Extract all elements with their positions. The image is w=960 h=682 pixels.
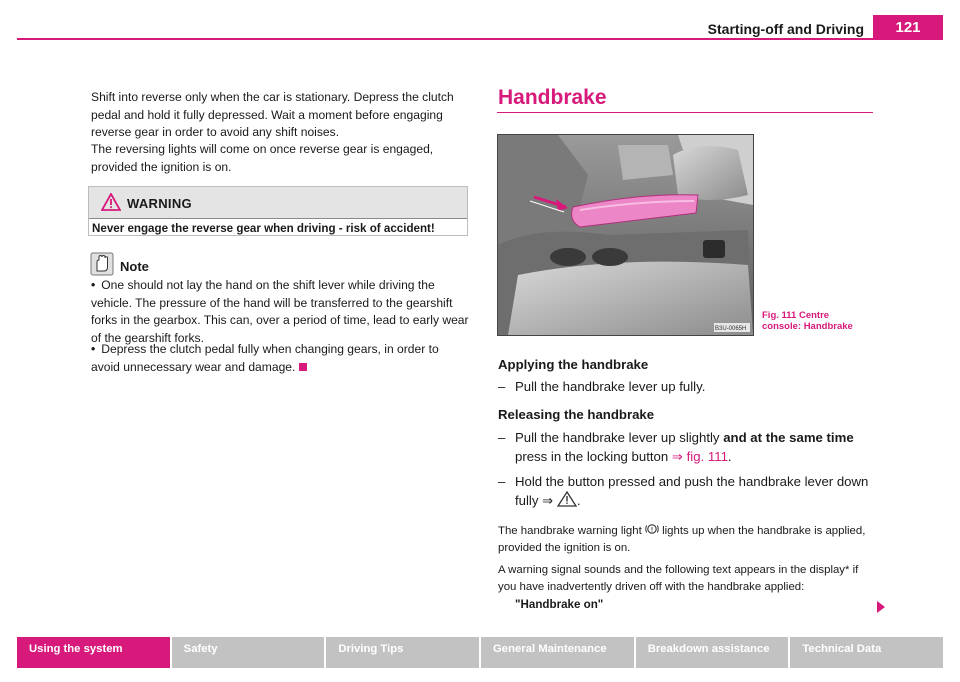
step-dash: – <box>498 430 506 445</box>
step-dash: – <box>498 379 506 394</box>
note-bullet-2-text: Depress the clutch pedal fully when changing gears, in order to avoid unnecessary wear and damage. <box>91 342 439 374</box>
figure-caption-line-1: Fig. 111 Centre <box>762 310 830 321</box>
page-header-title: Starting-off and Driving <box>707 21 864 37</box>
releasing-step-1: – Pull the handbrake lever up slightly and at the same time press in the locking button ⇒ fig. 111. <box>498 430 854 464</box>
handbrake-illustration <box>498 135 753 335</box>
releasing-step-1-text-a: Pull the handbrake lever up slightly <box>515 430 724 445</box>
applying-step-1 <box>498 377 878 396</box>
tab-using-the-system[interactable]: Using the system <box>17 637 170 668</box>
note-bullet-1 <box>91 277 469 347</box>
warning-triangle-icon <box>101 193 121 211</box>
tab-safety[interactable]: Safety <box>172 637 325 668</box>
warning-box <box>88 186 468 236</box>
tab-technical-data[interactable]: Technical Data <box>790 637 943 668</box>
bullet-icon: • <box>91 278 96 292</box>
releasing-step-2-text: Hold the button pressed and push the handbrake lever down fully ⇒ <box>515 474 869 508</box>
note-hand-icon <box>90 252 114 276</box>
warning-triangle-icon[interactable] <box>557 491 577 507</box>
step-dash: – <box>498 474 506 489</box>
handbrake-figure <box>497 134 754 336</box>
applying-step-1-text: Pull the handbrake lever up fully. <box>515 379 706 394</box>
warning-light-text-a: The handbrake warning light <box>498 525 642 537</box>
section-end-icon <box>299 363 307 371</box>
brake-warning-icon <box>645 523 659 535</box>
reverse-gear-paragraph: Shift into reverse only when the car is stationary. Depress the clutch pedal and hold it fully depressed. Wait a moment before engaging reverse gear in order to avoid any shift noises. <box>91 90 454 139</box>
page-number: 121 <box>873 15 943 40</box>
display-text-quote: "Handbrake on" <box>515 598 604 611</box>
tab-general-maintenance[interactable]: General Maintenance <box>481 637 634 668</box>
bullet-icon: • <box>91 342 96 356</box>
figure-caption-line-2: console: Handbrake <box>762 321 853 332</box>
warning-text: Never engage the reverse gear when driving - risk of accident! <box>92 222 435 235</box>
note-bullet-2 <box>91 341 469 376</box>
warning-signal-paragraph: A warning signal sounds and the following text appears in the display* if you have inadvertently driven off with the handbrake applied: <box>498 564 859 593</box>
fig-111-link[interactable]: ⇒ fig. 111 <box>671 449 728 464</box>
note-title: Note <box>120 259 149 274</box>
warning-header <box>89 187 467 218</box>
reversing-lights-paragraph: The reversing lights will come on once reverse gear is engaged, provided the ignition is on. <box>91 142 434 174</box>
header-rule <box>17 38 943 40</box>
section-rule <box>497 112 873 113</box>
releasing-heading: Releasing the handbrake <box>498 407 655 422</box>
footer-nav <box>17 637 943 668</box>
figure-caption <box>762 310 872 332</box>
svg-text:!: ! <box>650 526 654 534</box>
tab-driving-tips[interactable]: Driving Tips <box>326 637 479 668</box>
tab-breakdown-assistance[interactable]: Breakdown assistance <box>636 637 789 668</box>
warning-title: WARNING <box>127 196 192 211</box>
figure-label: B3U-0065H <box>715 326 747 332</box>
warning-light-text-b: lights up when the handbrake is applied, provided the ignition is on. <box>498 525 866 554</box>
warning-light-paragraph <box>498 523 878 557</box>
note-bullet-1-text: One should not lay the hand on the shift lever while driving the vehicle. The pressure of the hand will be transferred to the gearshift forks in the gearbox. This can, over a period of time, lead to early wear of the gearshift forks. <box>91 278 469 345</box>
warning-separator <box>89 218 467 219</box>
continue-arrow-icon[interactable] <box>876 600 886 614</box>
releasing-step-2: – Hold the button pressed and push the handbrake lever down fully ⇒ . <box>498 474 869 508</box>
releasing-step-1-text-c: press in the locking button <box>515 449 672 464</box>
releasing-step-1-emphasis: and at the same time <box>723 430 854 445</box>
applying-heading: Applying the handbrake <box>498 357 649 372</box>
section-title: Handbrake <box>498 86 607 109</box>
